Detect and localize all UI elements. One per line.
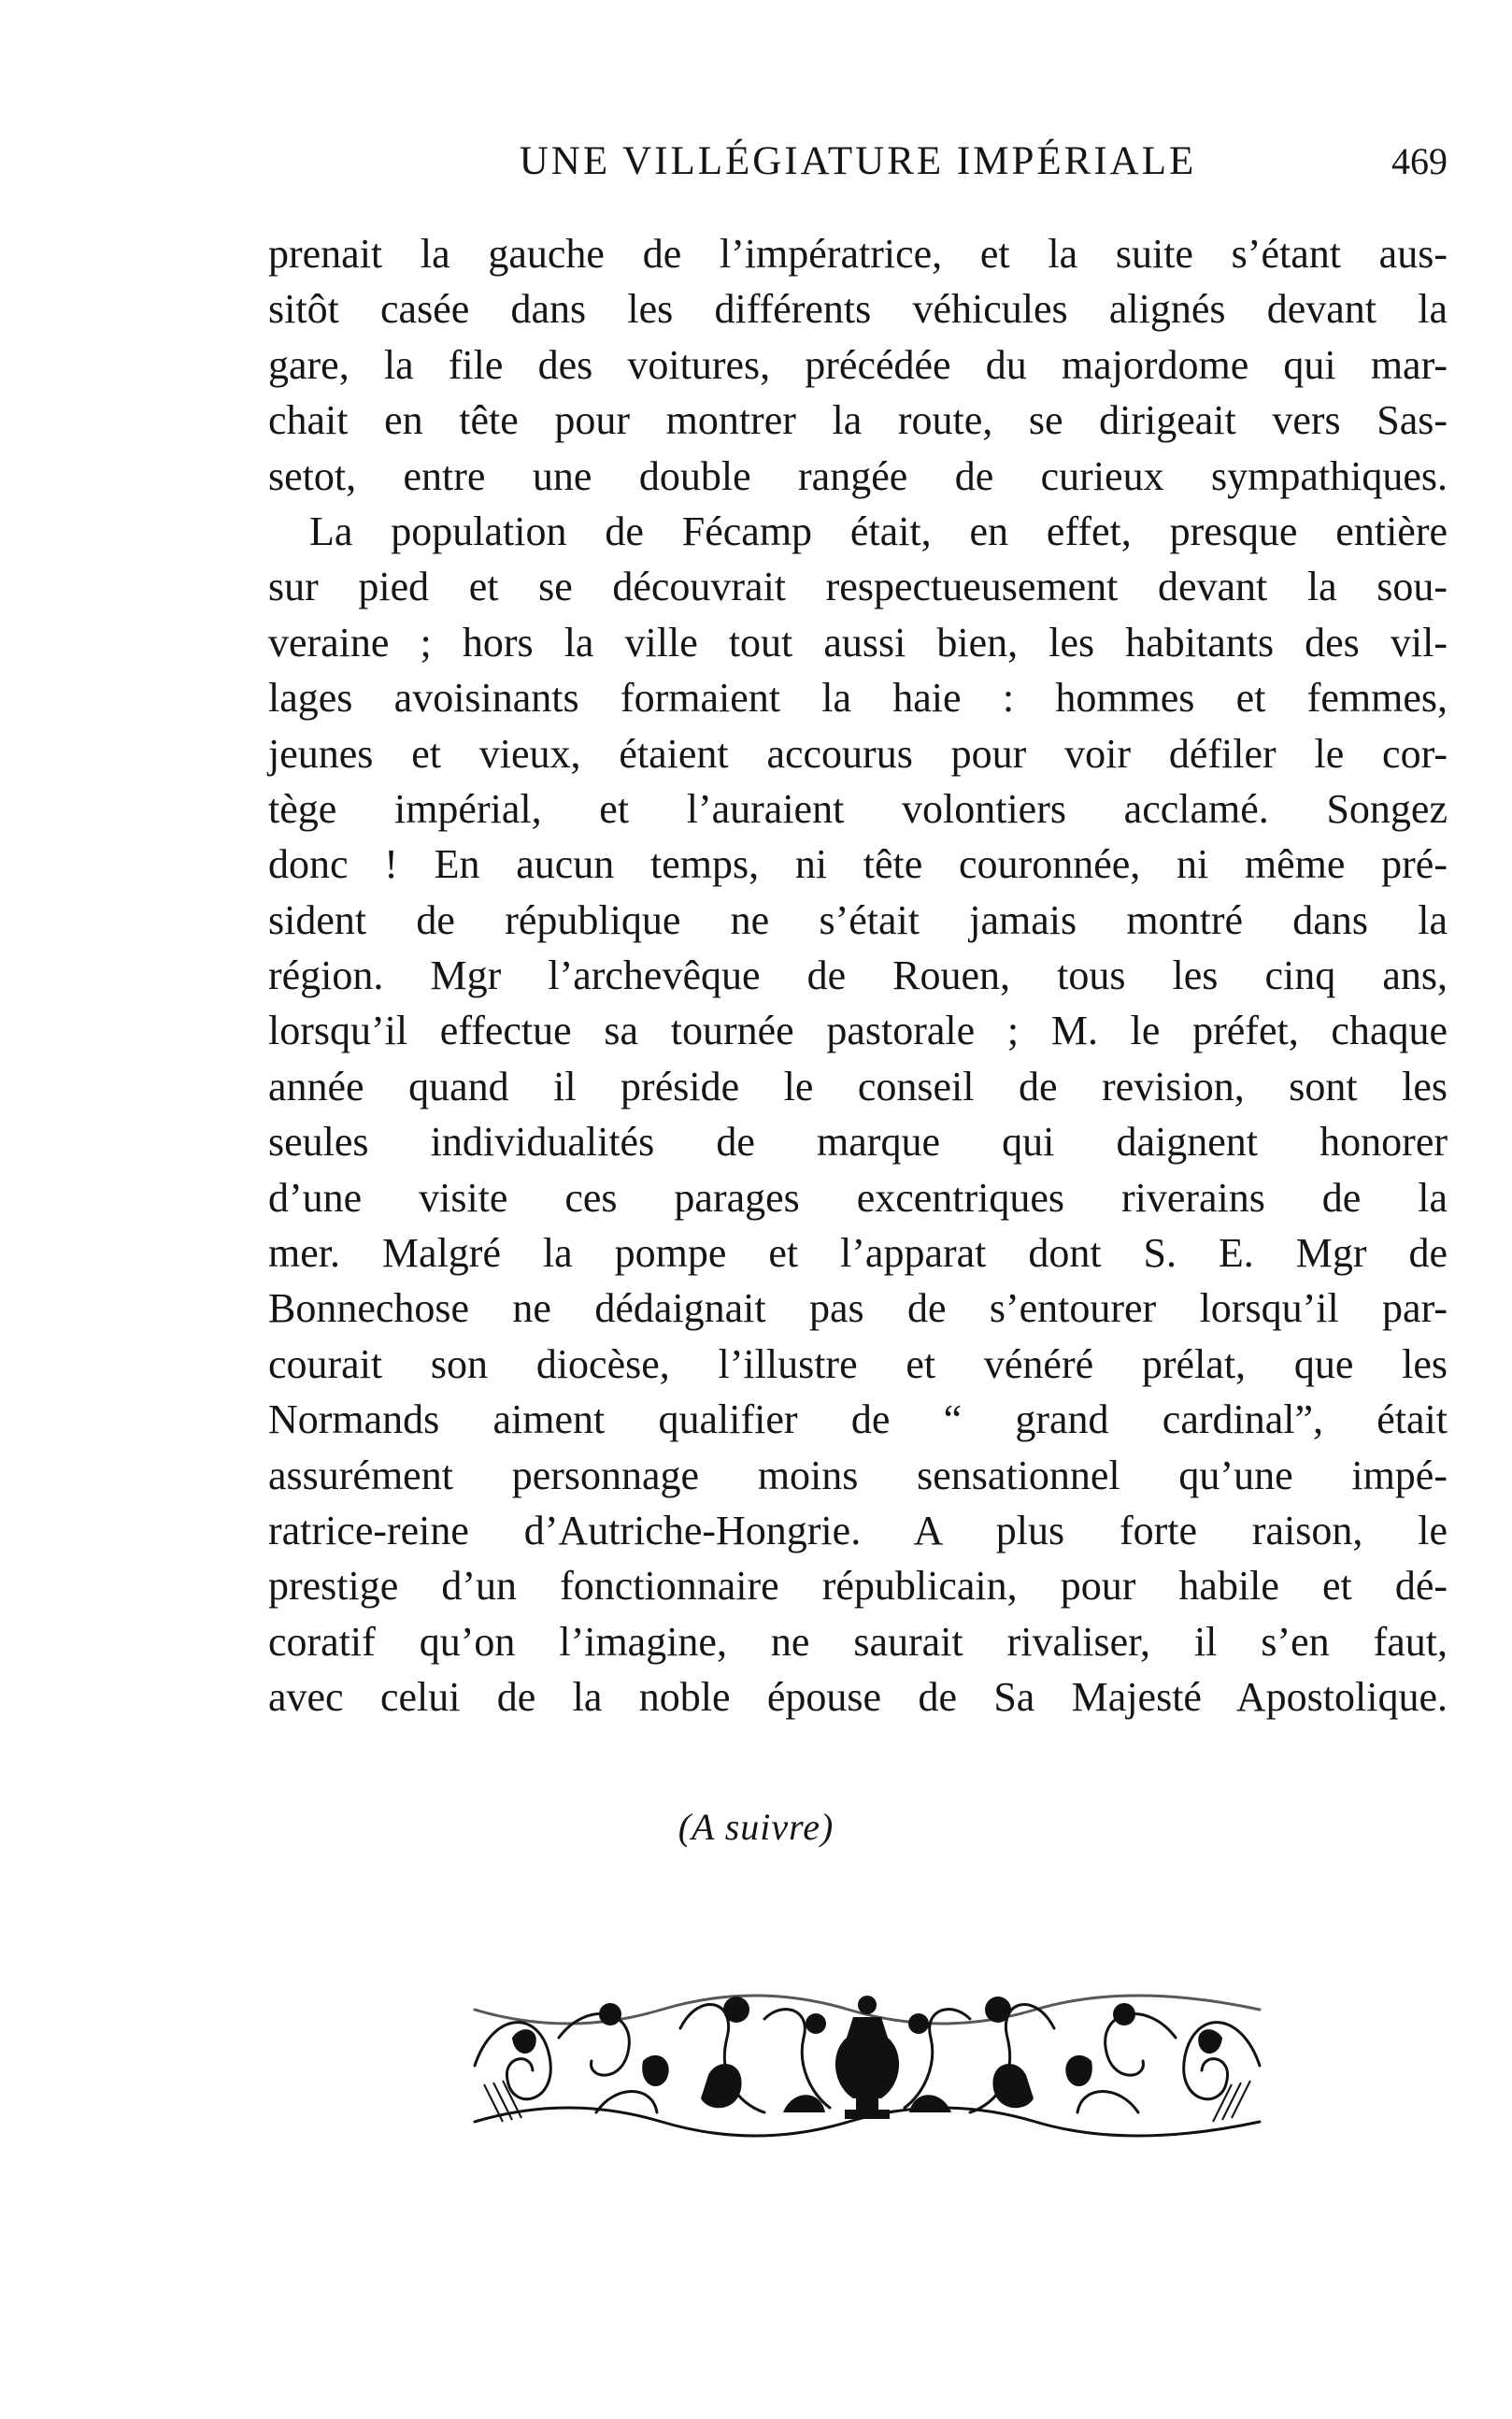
running-title: UNE VILLÉGIATURE IMPÉRIALE: [519, 139, 1197, 183]
text-line: donc ! En aucun temps, ni tête couronnée, ni même pré-: [268, 841, 1448, 888]
text-line: coratif qu’on l’imagine, ne saurait rivaliser, il s’en faut,: [268, 1618, 1448, 1665]
text-line: année quand il préside le conseil de revision, sont les: [268, 1063, 1448, 1109]
text-line: Normands aiment qualifier de “ grand cardinal”, était: [268, 1396, 1448, 1443]
paragraph-end-line: avec celui de la noble épouse de Sa Majesté Apostolique.: [268, 1674, 1448, 1721]
text-line: d’une visite ces parages excentriques riverains de la: [268, 1174, 1448, 1221]
text-line: gare, la file des voitures, précédée du majordome qui mar-: [268, 341, 1448, 388]
text-line: prestige d’un fonctionnaire républicain, pour habile et dé-: [268, 1563, 1448, 1610]
decorative-tailpiece-ornament-icon: [456, 1972, 1278, 2150]
text-line: prenait la gauche de l’impératrice, et la suite s’étant aus-: [268, 231, 1448, 277]
text-line: lages avoisinants formaient la haie : hommes et femmes,: [268, 675, 1448, 722]
text-line: sur pied et se découvrait respectueusement devant la sou-: [268, 564, 1448, 610]
text-line: tège impérial, et l’auraient volontiers acclamé. Songez: [268, 785, 1448, 832]
text-line: sitôt casée dans les différents véhicules alignés devant la: [268, 286, 1448, 333]
page-number: 469: [1391, 140, 1448, 182]
text-line: seules individualités de marque qui daignent honorer: [268, 1119, 1448, 1166]
running-head: [268, 138, 1448, 185]
paragraph-start-line: La population de Fécamp était, en effet, presque entière: [309, 508, 1448, 554]
text-line: veraine ; hors la ville tout aussi bien, les habitants des vil-: [268, 619, 1448, 666]
text-line: chait en tête pour montrer la route, se dirigeait vers Sas-: [268, 397, 1448, 444]
text-line: assurément personnage moins sensationnel qu’une impé-: [268, 1452, 1448, 1498]
text-line: mer. Malgré la pompe et l’apparat dont S. E. Mgr de: [268, 1230, 1448, 1277]
continuation-note: (A suivre): [678, 1806, 834, 1848]
text-line: courait son diocèse, l’illustre et vénéré prélat, que les: [268, 1340, 1448, 1387]
text-line: lorsqu’il effectue sa tournée pastorale ; M. le préfet, chaque: [268, 1008, 1448, 1054]
text-line: setot, entre une double rangée de curieux sympathiques.: [268, 452, 1448, 499]
text-line: Bonnechose ne dédaignait pas de s’entourer lorsqu’il par-: [268, 1285, 1448, 1332]
text-line: sident de république ne s’était jamais montré dans la: [268, 896, 1448, 943]
text-line: ratrice-reine d’Autriche-Hongrie. A plus forte raison, le: [268, 1507, 1448, 1553]
text-line: région. Mgr l’archevêque de Rouen, tous les cinq ans,: [268, 952, 1448, 999]
text-line: jeunes et vieux, étaient accourus pour voir défiler le cor-: [268, 730, 1448, 777]
body-text: [268, 226, 1448, 1725]
